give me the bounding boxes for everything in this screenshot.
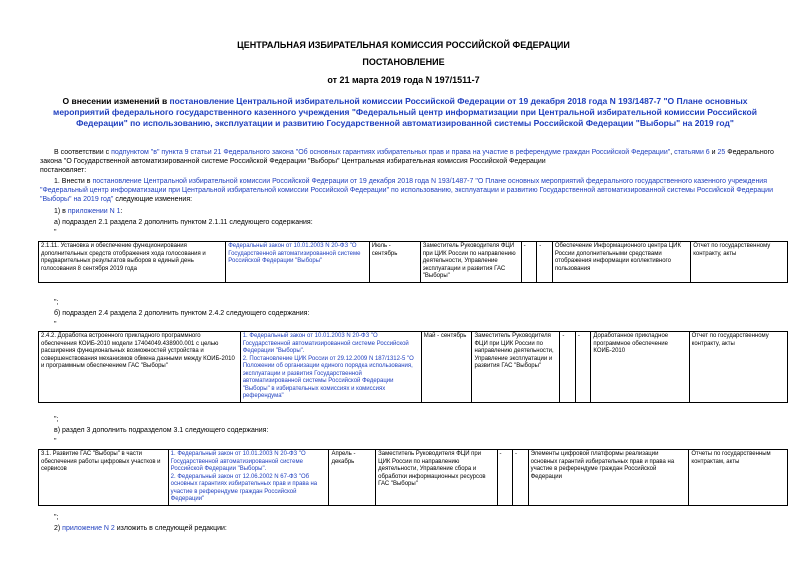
decree-word: постановляет: xyxy=(40,167,87,174)
cell-result: Доработанное прикладное программное обеспечение КОИБ-2010 xyxy=(591,332,689,403)
cell-basis xyxy=(168,450,329,506)
subitem-2 xyxy=(54,524,227,533)
cell-activity: 2.4.2. Доработка встроенного прикладного программного обеспечения КОИБ-2010 модели 17404049.438900.001 с целью расширения функциональных возможностей устройства и совершенствования механизмов обмена данными между КОИБ-2010 и программным обеспечением ГАС "Выборы" xyxy=(39,332,241,403)
table-2-4-2 xyxy=(38,331,788,403)
item-1 xyxy=(40,177,780,204)
preamble-link-law[interactable]: подпунктом "в" пункта 9 статьи 21 Федерального закона "Об основных гарантиях избирательных прав и права на участие в референдуме граждан Российской Федерации" xyxy=(111,149,671,156)
cell-report: Отчет по государственному контракту, акты xyxy=(691,242,788,283)
cell-result: Элементы цифровой платформы реализации основных гарантий избирательных прав и права на участие в референдуме граждан Российской Федерации xyxy=(528,450,689,506)
preamble-text: , xyxy=(670,149,675,156)
table-row xyxy=(39,242,788,283)
cell-dash: - xyxy=(575,332,591,403)
subitem-1 xyxy=(54,207,122,216)
cell-activity: 2.1.11. Установка и обеспечение функционирования дополнительных средств отображения хода голосования и предварительных результатов выборов в единый день голосования 8 сентября 2019 года xyxy=(39,242,226,283)
org-title: ЦЕНТРАЛЬНАЯ ИЗБИРАТЕЛЬНАЯ КОМИССИЯ РОССИЙСКОЙ ФЕДЕРАЦИИ xyxy=(237,40,570,50)
title-link[interactable]: постановление Центральной избирательной комиссии Российской Федерации от 19 декабря 2018 года N 193/1487-7 "О Плане основных мероприятий федерального государственного казенного учреждения "Федеральный центр информатизации при Центральной избирательной комиссии Российской Федерации" по использованию, эксплуатации и развитию Государственной автоматизированной системы Российской Федерации "Выборы" на 2019 год" xyxy=(53,96,757,128)
open-quote: " xyxy=(54,321,57,328)
subitem-1-link[interactable]: приложении N 1 xyxy=(67,208,121,215)
subitem-1-text: : xyxy=(120,208,123,215)
basis-link-2[interactable]: 2. Постановление ЦИК России от 29.12.2009 N 187/1312-5 "О Положении об организации единого порядка использования, эксплуатации и развития Государственной автоматизированной системы Российской Федерации "Выборы" в избирательных комиссиях и комиссиях референдума" xyxy=(242,355,414,399)
cell-basis xyxy=(226,242,370,283)
cell-dash: - xyxy=(513,450,529,506)
subitem-1-text: 1) в xyxy=(54,208,68,215)
date-number: от 21 марта 2019 года N 197/1511-7 xyxy=(327,75,480,85)
cell-dash: - xyxy=(537,242,553,283)
cell-term: Май - сентябрь xyxy=(421,332,472,403)
item-1-text: следующие изменения: xyxy=(113,196,193,203)
cell-activity: 3.1. Развитие ГАС "Выборы" в части обеспечения работы цифровых участков и сервисов xyxy=(39,450,169,506)
cell-responsible: Заместитель Руководителя ФЦИ при ЦИК России по направлению деятельности, Управление эксплуатации и развития ГАС "Выборы" xyxy=(472,332,560,403)
close-quote: "; xyxy=(54,514,59,521)
subitem-v: в) раздел 3 дополнить подразделом 3.1 следующего содержания: xyxy=(54,427,269,434)
cell-dash: - xyxy=(521,242,537,283)
preamble-text: и xyxy=(709,149,718,156)
subitem-b: б) подраздел 2.4 раздела 2 дополнить пунктом 2.4.2 следующего содержания: xyxy=(54,310,310,317)
cell-basis xyxy=(240,332,421,403)
open-quote: " xyxy=(54,229,57,236)
table-2-1-11 xyxy=(38,241,788,283)
preamble xyxy=(40,148,780,166)
item-1-text: 1. Внести в xyxy=(54,178,93,185)
subitem-2-link[interactable]: приложение N 2 xyxy=(62,525,115,532)
cell-dash: - xyxy=(560,332,576,403)
preamble-text: Федерального закона "О Государственной автоматизированной системе Российской Федерации "Выборы" Центральная избирательная комиссия Российской Федерации xyxy=(40,149,774,165)
cell-report: Отчет по государственному контракту, акты xyxy=(689,332,787,403)
cell-report: Отчеты по государственным контрактам, акты xyxy=(689,450,788,506)
cell-responsible: Заместитель Руководителя ФЦИ при ЦИК России по направлению деятельности, Управление сбора и обработки информационных ресурсов ГАС "Выборы" xyxy=(376,450,497,506)
cell-result: Обеспечение Информационного центра ЦИК России дополнительными средствами отображения информации коллективного пользования xyxy=(552,242,690,283)
table-row xyxy=(39,332,788,403)
subitem-2-text: изложить в следующей редакции: xyxy=(114,525,227,532)
preamble-link-art6[interactable]: статьями 6 xyxy=(674,149,710,156)
cell-dash: - xyxy=(497,450,513,506)
subitem-a: а) подраздел 2.1 раздела 2 дополнить пунктом 2.1.11 следующего содержания: xyxy=(54,219,313,226)
table-row xyxy=(39,450,788,506)
cell-term: Апрель - декабрь xyxy=(329,450,376,506)
basis-link-2[interactable]: 2. Федеральный закон от 12.06.2002 N 67-ФЗ "Об основных гарантиях избирательных прав и права на участие в референдуме граждан Российской Федерации" xyxy=(170,473,318,502)
close-quote: "; xyxy=(54,299,59,306)
basis-link[interactable]: Федеральный закон от 10.01.2003 N 20-ФЗ "О Государственной автоматизированной системе Российской Федерации "Выборы" xyxy=(228,243,361,264)
cell-term: Июль - сентябрь xyxy=(369,242,420,283)
document-title xyxy=(40,96,770,129)
table-3-1 xyxy=(38,449,788,506)
basis-link-1[interactable]: 1. Федеральный закон от 10.01.2003 N 20-ФЗ "О Государственной автоматизированной системе Российской Федерации "Выборы". xyxy=(242,333,409,354)
doc-type: ПОСТАНОВЛЕНИЕ xyxy=(362,57,445,67)
close-quote: "; xyxy=(54,416,59,423)
cell-responsible: Заместитель Руководителя ФЦИ при ЦИК России по направлению деятельности, Управление эксплуатации и развития ГАС "Выборы" xyxy=(420,242,521,283)
title-lead: О внесении изменений в xyxy=(62,96,170,106)
preamble-link-art25[interactable]: 25 xyxy=(717,149,726,156)
subitem-2-text: 2) xyxy=(54,525,63,532)
preamble-text: В соответствии с xyxy=(54,149,112,156)
item-1-link[interactable]: постановление Центральной избирательной комиссии Российской Федерации от 19 декабря 2018 года N 193/1487-7 "О Плане основных мероприятий федерального государственного казенного учреждения "Федеральный центр информатизации при Центральной избирательной комиссии Российской Федерации" по использованию, эксплуатации и развитию Государственной автоматизированной системы Российской Федерации "Выборы" на 2019 год" xyxy=(40,178,774,203)
basis-link-1[interactable]: 1. Федеральный закон от 10.01.2003 N 20-ФЗ "О Государственной автоматизированной системе Российской Федерации "Выборы". xyxy=(170,451,306,472)
open-quote: " xyxy=(54,438,57,445)
